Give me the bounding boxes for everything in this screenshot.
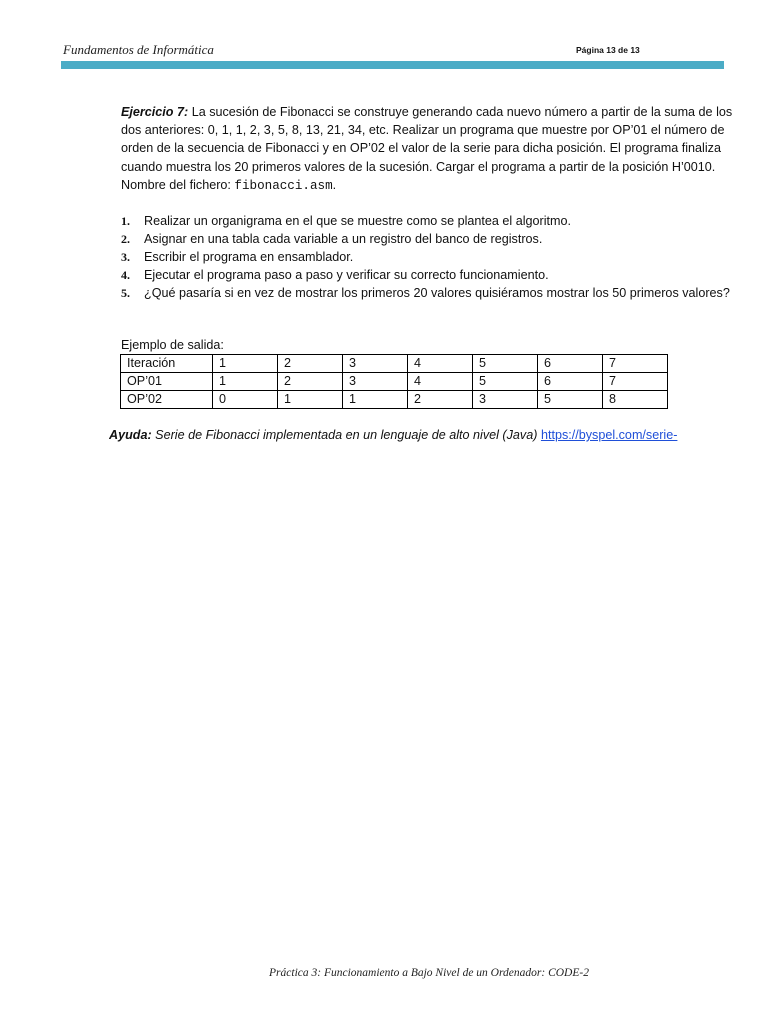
table-cell: 2 (278, 355, 343, 373)
table-cell: 6 (538, 373, 603, 391)
table-row (121, 391, 668, 409)
exercise-end: . (332, 177, 337, 192)
table-cell: 1 (213, 355, 278, 373)
list-item (121, 230, 746, 248)
exercise-statement (121, 103, 746, 195)
item-number: 2. (121, 232, 130, 246)
table-cell: 2 (278, 373, 343, 391)
filename: fibonacci.asm (234, 178, 333, 193)
help-text: Serie de Fibonacci implementada en un lenguaje de alto nivel (Java) (151, 428, 541, 442)
table-cell: 5 (473, 373, 538, 391)
item-number: 3. (121, 250, 130, 264)
table-row (121, 373, 668, 391)
header-title: Fundamentos de Informática (63, 42, 214, 57)
item-number: 1. (121, 214, 130, 228)
table-cell: 6 (538, 355, 603, 373)
help-label: Ayuda: (109, 428, 152, 442)
item-text: ¿Qué pasaría si en vez de mostrar los primeros 20 valores quisiéramos mostrar los 50 primeros valores? (144, 286, 730, 300)
task-list (121, 212, 746, 302)
output-table (120, 354, 668, 409)
exercise-label: Ejercicio 7: (121, 105, 189, 119)
item-number: 5. (121, 286, 130, 300)
help-link[interactable]: https://byspel.com/serie- (540, 428, 678, 442)
item-text: Escribir el programa en ensamblador. (144, 250, 354, 264)
page-number: Página 13 de 13 (576, 45, 640, 55)
table-cell: 5 (538, 391, 603, 409)
table-cell: 3 (343, 373, 408, 391)
table-cell: 4 (408, 373, 473, 391)
table-cell: 4 (408, 355, 473, 373)
table-row (121, 355, 668, 373)
list-item (121, 248, 746, 266)
item-text: Ejecutar el programa paso a paso y verificar su correcto funcionamiento. (144, 268, 549, 282)
item-text: Realizar un organigrama en el que se muestre como se plantea el algoritmo. (144, 214, 572, 228)
list-item (121, 284, 746, 302)
table-cell: 3 (343, 355, 408, 373)
table-cell: 5 (473, 355, 538, 373)
table-cell: 2 (408, 391, 473, 409)
table-cell: 1 (278, 391, 343, 409)
row-header: Iteración (121, 355, 213, 373)
row-header: OP’02 (121, 391, 213, 409)
page-footer: Práctica 3: Funcionamiento a Bajo Nivel de un Ordenador: CODE-2 (269, 967, 589, 979)
help-note (109, 428, 749, 442)
header-rule (61, 61, 724, 69)
table-cell: 1 (213, 373, 278, 391)
table-cell: 7 (603, 373, 668, 391)
table-cell: 1 (343, 391, 408, 409)
table-cell: 7 (603, 355, 668, 373)
row-header: OP’01 (121, 373, 213, 391)
table-cell: 0 (213, 391, 278, 409)
exercise-text: La sucesión de Fibonacci se construye generando cada nuevo número a partir de la suma de los dos anteriores: 0, 1, 1, 2, 3, 5, 8, 13, 21, 34, etc. Realizar un programa que muestre por OP’01 el número de orden de la secuencia de Fibonacci y en OP’02 el valor de la serie para dicha posición. El programa finaliza cuando muestra los 20 primeros valores de la sucesión. Cargar el programa a partir de la posición H’0010. Nombre del fichero: (121, 105, 733, 192)
list-item (121, 266, 746, 284)
item-text: Asignar en una tabla cada variable a un registro del banco de registros. (144, 232, 543, 246)
table-cell: 8 (603, 391, 668, 409)
item-number: 4. (121, 268, 130, 282)
table-cell: 3 (473, 391, 538, 409)
list-item (121, 212, 746, 230)
example-label: Ejemplo de salida: (121, 338, 224, 352)
